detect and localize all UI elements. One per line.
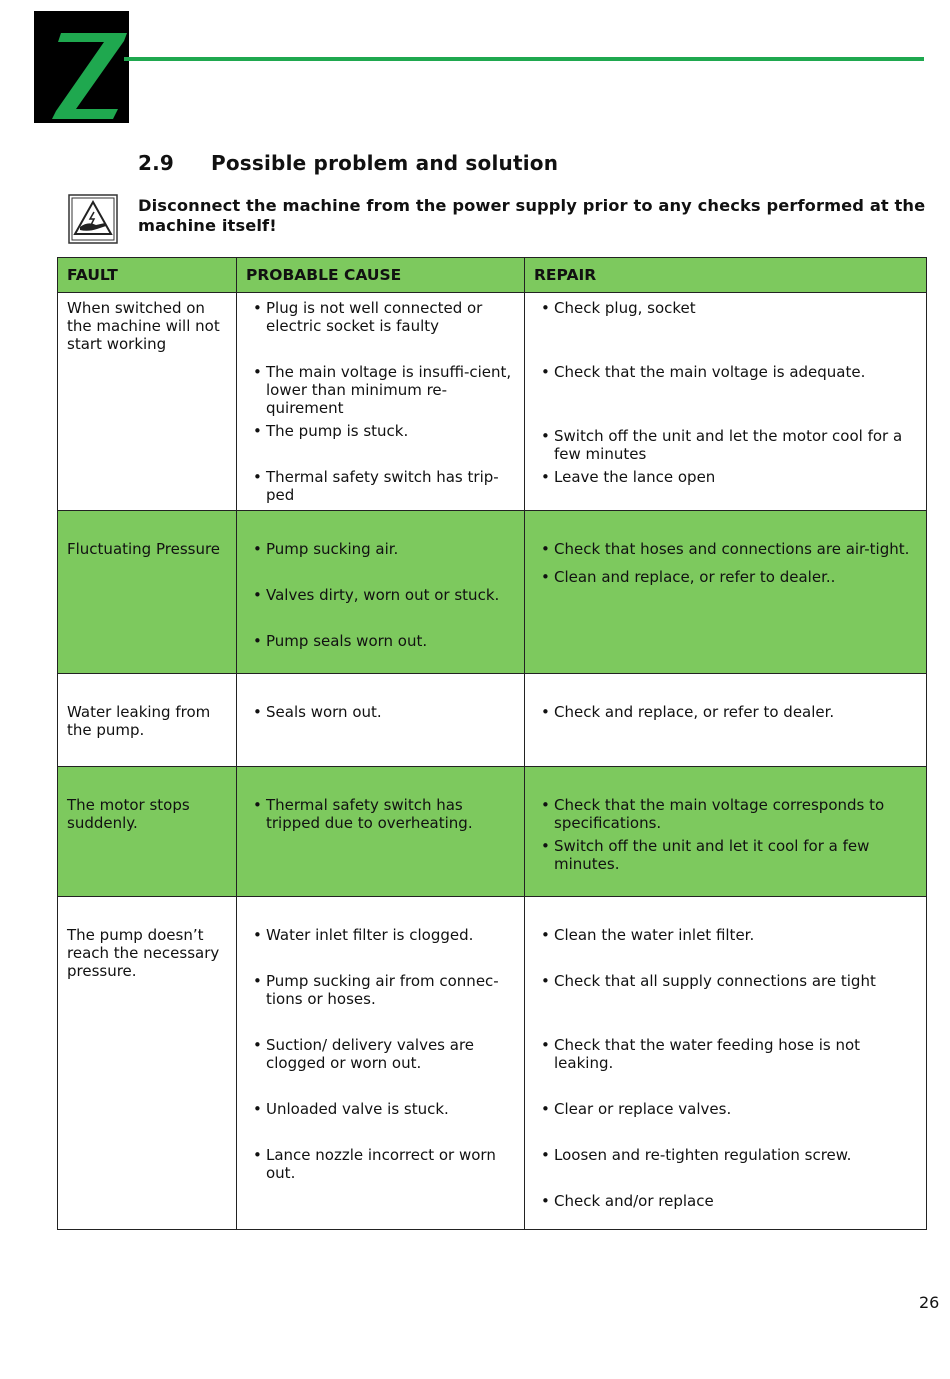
page-number: 26 (919, 1293, 940, 1312)
cause-cell (237, 897, 525, 1230)
repair-item: • Check that the main voltage is adequate. (541, 363, 918, 381)
repair-item: • Check plug, socket (541, 299, 918, 317)
table-header-row (58, 258, 927, 293)
repair-item: • Switch off the unit and let the motor cool for a few minutes (541, 427, 918, 463)
cause-item: • The main voltage is insuffi-cient, lower than minimum re-quirement (253, 363, 516, 417)
cause-item: • Thermal safety switch has trip-ped (253, 468, 516, 504)
fault-text: The pump doesn’t reach the necessary pressure. (67, 926, 220, 980)
repair-item: • Check that hoses and connections are air-tight. (541, 540, 918, 558)
cause-item: • Plug is not well connected or electric socket is faulty (253, 299, 516, 335)
fault-cell (58, 674, 237, 767)
repair-cell (525, 511, 927, 674)
cause-item: • Seals worn out. (253, 703, 516, 721)
fault-text: Water leaking from the pump. (67, 703, 211, 739)
fault-text: The motor stops suddenly. (67, 796, 190, 832)
cause-list (237, 540, 524, 650)
fault-cell (58, 511, 237, 674)
fault-table (57, 257, 927, 1230)
fault-cell (58, 293, 237, 511)
cause-item: • Lance nozzle incorrect or worn out. (253, 1146, 516, 1182)
cause-list (237, 703, 524, 721)
cause-list (237, 796, 524, 832)
section-heading (138, 151, 558, 175)
fault-cell (58, 897, 237, 1230)
cause-item: • Pump sucking air from connec-tions or hoses. (253, 972, 516, 1008)
cause-item: • The pump is stuck. (253, 422, 516, 440)
header-rule (124, 57, 924, 61)
repair-cell (525, 293, 927, 511)
cause-item: • Valves dirty, worn out or stuck. (253, 586, 516, 604)
section-title: Possible problem and solution (211, 151, 559, 175)
repair-list (525, 540, 926, 586)
cause-cell (237, 674, 525, 767)
cause-item: • Thermal safety switch has tripped due to overheating. (253, 796, 516, 832)
header-fault: FAULT (58, 258, 237, 293)
repair-item: • Check and/or replace (541, 1192, 918, 1210)
cause-list (237, 926, 524, 1182)
repair-cell (525, 767, 927, 897)
repair-list (525, 926, 926, 1210)
repair-item: • Check that the water feeding hose is not leaking. (541, 1036, 918, 1072)
table-row (58, 293, 927, 511)
table-row (58, 674, 927, 767)
repair-cell (525, 674, 927, 767)
cause-list (237, 299, 524, 504)
repair-cell (525, 897, 927, 1230)
header-repair: REPAIR (525, 258, 927, 293)
cause-item: • Suction/ delivery valves are clogged or worn out. (253, 1036, 516, 1072)
repair-item: • Check that all supply connections are tight (541, 972, 918, 990)
cause-item: • Unloaded valve is stuck. (253, 1100, 516, 1118)
repair-item: • Clean the water inlet filter. (541, 926, 918, 944)
header-probable-cause: PROBABLE CAUSE (237, 258, 525, 293)
repair-item: • Check that the main voltage corresponds to specifications. (541, 796, 918, 832)
cause-item: • Water inlet filter is clogged. (253, 926, 516, 944)
cause-cell (237, 293, 525, 511)
repair-item: • Switch off the unit and let it cool for a few minutes. (541, 837, 918, 873)
cause-cell (237, 767, 525, 897)
table-row (58, 897, 927, 1230)
z-logo-icon (34, 11, 129, 123)
repair-item: • Leave the lance open (541, 468, 918, 486)
fault-text: When switched on the machine will not start working (67, 299, 220, 353)
fault-cell (58, 767, 237, 897)
table-row (58, 511, 927, 674)
cause-item: • Pump sucking air. (253, 540, 516, 558)
repair-item: • Clean and replace, or refer to dealer.. (541, 568, 918, 586)
cause-item: • Pump seals worn out. (253, 632, 516, 650)
section-number: 2.9 (138, 151, 175, 175)
fault-text: Fluctuating Pressure (67, 540, 221, 558)
safety-warning: Disconnect the machine from the power supply prior to any checks performed at the machine itself! (138, 196, 926, 235)
repair-item: • Check and replace, or refer to dealer. (541, 703, 918, 721)
repair-list (525, 796, 926, 873)
repair-item: • Clear or replace valves. (541, 1100, 918, 1118)
hand-electric-warning-icon (68, 194, 118, 244)
repair-list (525, 703, 926, 721)
repair-item: • Loosen and re-tighten regulation screw. (541, 1146, 918, 1164)
repair-list (525, 299, 926, 486)
table-row (58, 767, 927, 897)
cause-cell (237, 511, 525, 674)
